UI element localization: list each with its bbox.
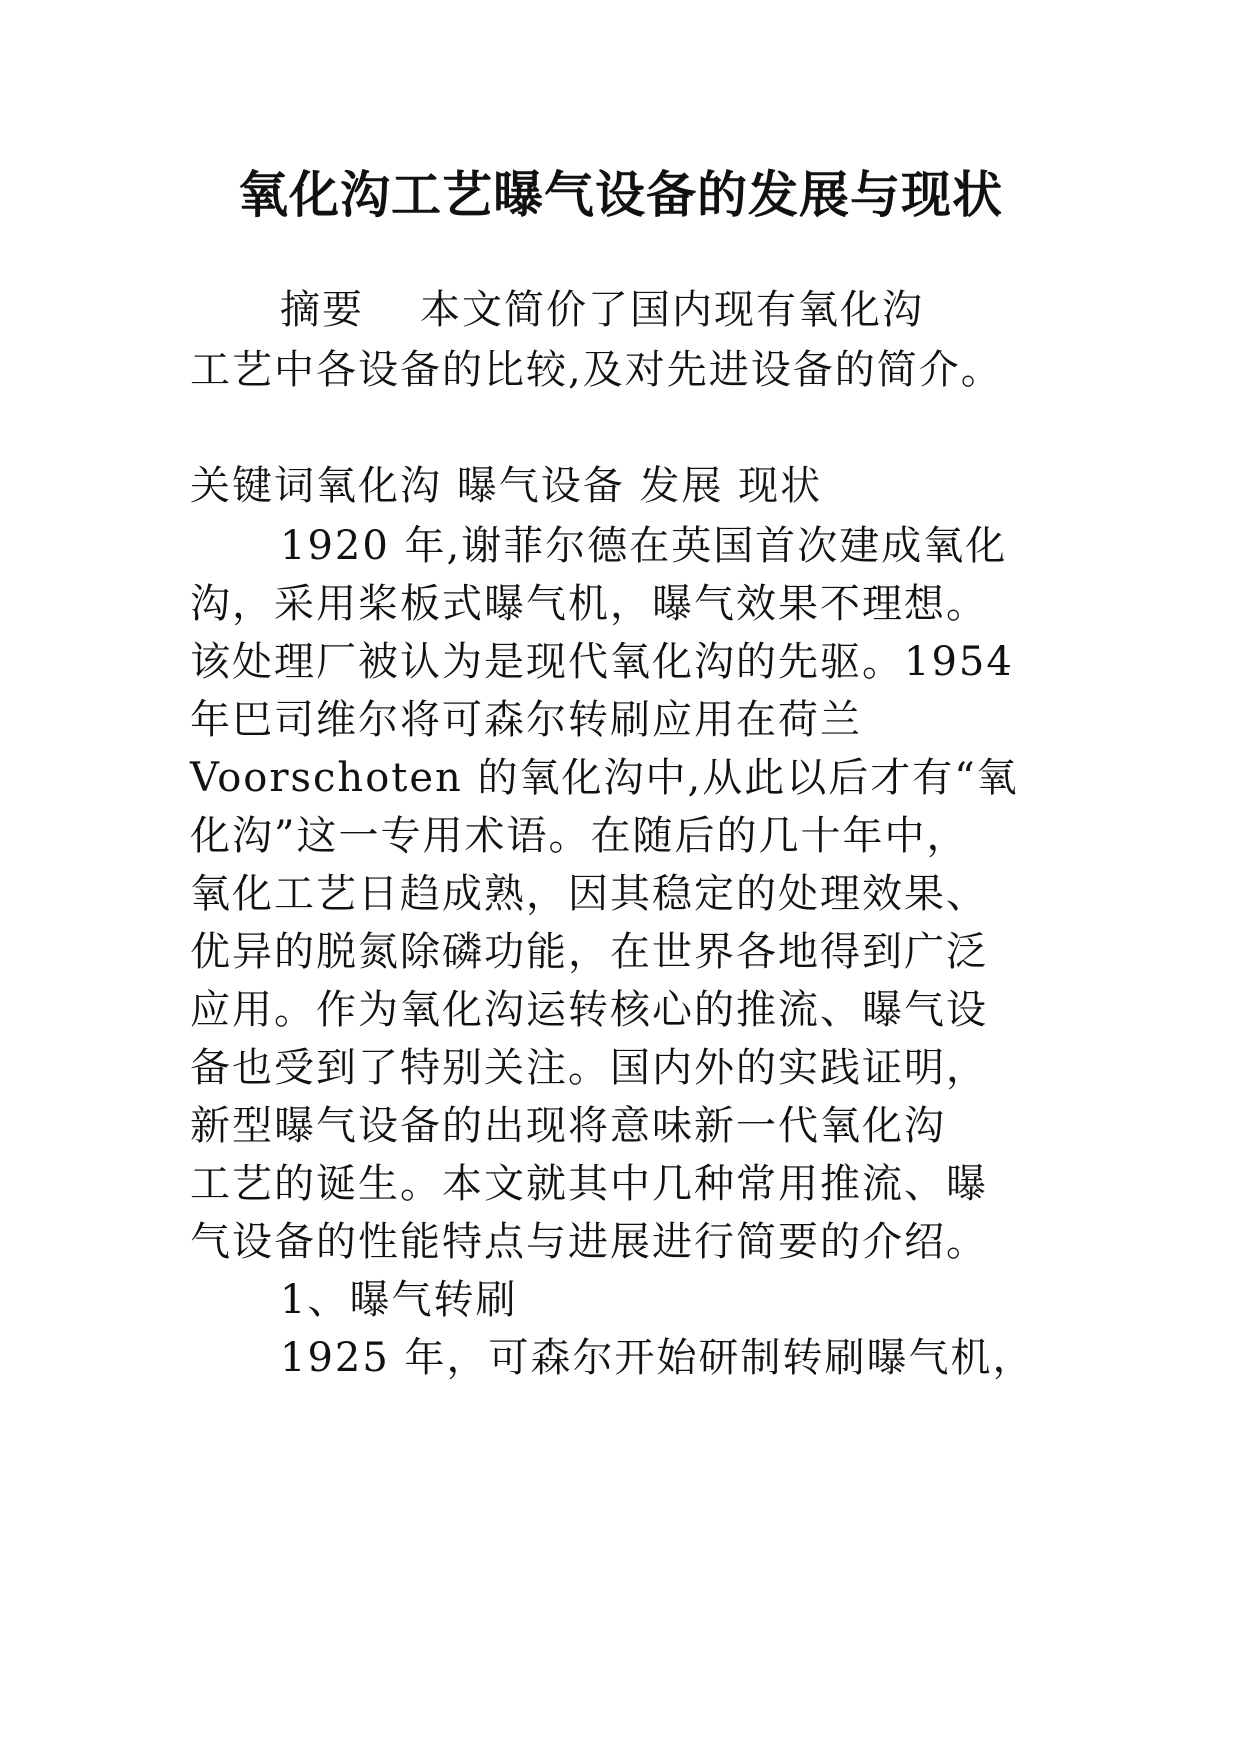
abstract-label: 摘要 [280, 287, 364, 333]
keywords-line: 关键词氧化沟 曝气设备 发展 现状 [190, 463, 823, 509]
section-heading: 1、曝气转刷 [280, 1277, 518, 1323]
body-line: 氧化工艺日趋成熟，因其稳定的处理效果、 [190, 871, 988, 917]
body-line: 沟，采用桨板式曝气机，曝气效果不理想。 [190, 581, 988, 627]
abstract-line: 工艺中各设备的比较,及对先进设备的简介。 [190, 347, 1003, 393]
body-line: Voorschoten 的氧化沟中,从此以后才有“氧 [190, 755, 1019, 801]
body-line: 应用。作为氧化沟运转核心的推流、曝气设 [190, 987, 988, 1033]
body-line: 1925 年，可森尔开始研制转刷曝气机， [280, 1335, 1035, 1381]
document-title: 氧化沟工艺曝气设备的发展与现状 [238, 166, 1003, 224]
body-line: 化沟”这一专用术语。在随后的几十年中， [190, 813, 969, 859]
body-line: 备也受到了特别关注。国内外的实践证明， [190, 1045, 988, 1091]
body-line: 工艺的诞生。本文就其中几种常用推流、曝 [190, 1161, 988, 1207]
body-line: 该处理厂被认为是现代氧化沟的先驱。1954 [190, 639, 1014, 685]
body-line: 新型曝气设备的出现将意味新一代氧化沟 [190, 1103, 946, 1149]
body-line: 优异的脱氮除磷功能，在世界各地得到广泛 [190, 929, 988, 975]
body-line: 1920 年,谢菲尔德在英国首次建成氧化 [280, 523, 1008, 569]
body-line: 气设备的性能特点与进展进行简要的介绍。 [190, 1219, 988, 1265]
abstract-line: 本文简价了国内现有氧化沟 [420, 287, 924, 333]
body-line: 年巴司维尔将可森尔转刷应用在荷兰 [190, 697, 862, 743]
